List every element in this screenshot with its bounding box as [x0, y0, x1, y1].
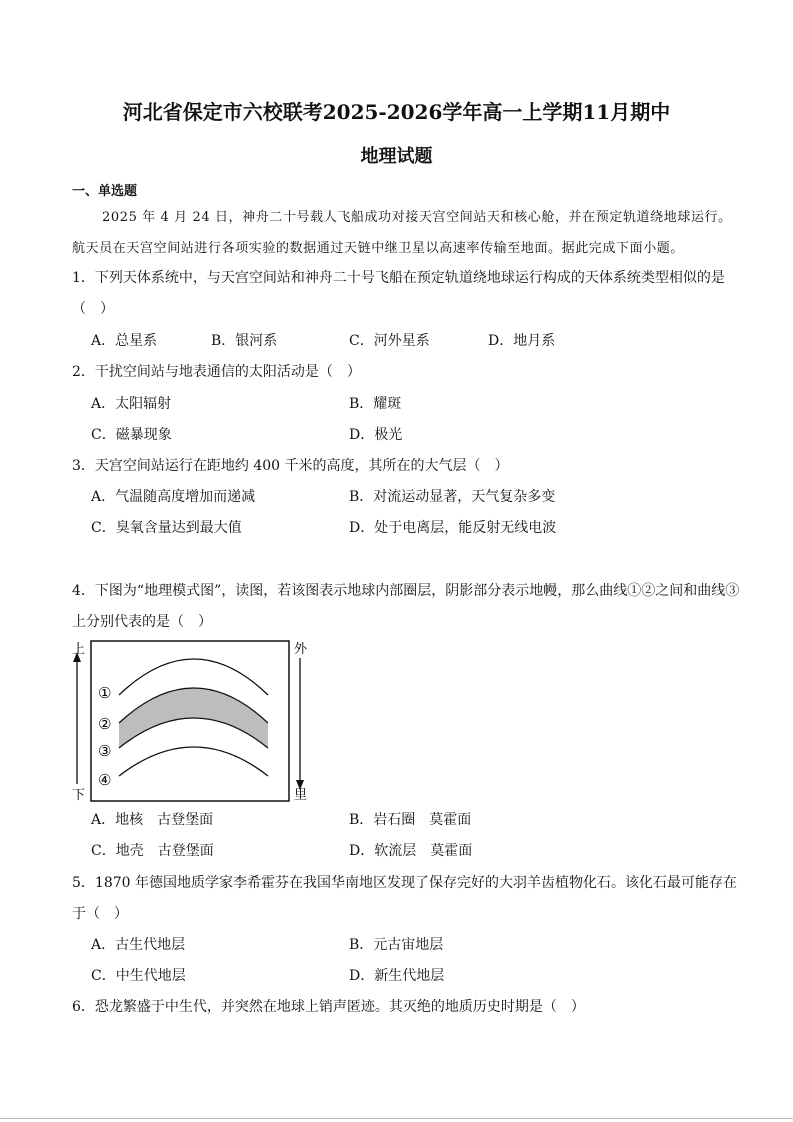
page-title: 河北省保定市六校联考2025-2026学年高一上学期11月期中 — [122, 100, 671, 124]
page-bottom-divider — [0, 1118, 793, 1119]
question-4-stem-line-1: 4．下图为“地理模式图”，读图，若该图表示地球内部圈层，阴影部分表示地幔，那么曲线①②之间和曲线③ — [72, 583, 740, 599]
question-5-stem-line-2: 于（ ） — [72, 906, 128, 922]
label-bottom-right: 里 — [294, 788, 308, 803]
curve-label-2: ② — [98, 715, 112, 733]
question-2-option-c[interactable]: C．磁暴现象 — [91, 427, 172, 443]
question-5-option-d[interactable]: D．新生代地层 — [349, 968, 445, 984]
label-top-left: 上 — [72, 642, 86, 657]
question-1-option-b[interactable]: B．银河系 — [211, 333, 278, 349]
curve-4 — [119, 747, 268, 776]
question-1-option-a[interactable]: A．总星系 — [91, 333, 158, 349]
question-4-option-a[interactable]: A．地核 古登堡面 — [91, 812, 214, 828]
question-4-option-c[interactable]: C．地壳 古登堡面 — [91, 843, 214, 859]
question-1-stem-line-1: 1．下列天体系统中，与天宫空间站和神舟二十号飞船在预定轨道绕地球运行构成的天体系统类型相似的是 — [72, 270, 725, 286]
question-2-option-b[interactable]: B．耀斑 — [349, 396, 402, 412]
question-5-option-b[interactable]: B．元古宙地层 — [349, 937, 444, 953]
intro-line-1: 2025 年 4 月 24 日，神舟二十号载人飞船成功对接天宫空间站天和核心舱，并在预定轨道绕地球运行。 — [102, 210, 732, 225]
intro-line-2: 航天员在天宫空间站进行各项实验的数据通过天链中继卫星以高速率传输至地面。据此完成下面小题。 — [72, 241, 685, 256]
question-4-stem-line-2: 上分别代表的是（ ） — [72, 614, 212, 630]
label-top-right: 外 — [294, 642, 308, 657]
question-1-option-d[interactable]: D．地月系 — [488, 333, 556, 349]
curve-label-1: ① — [98, 684, 112, 702]
question-3-option-a[interactable]: A．气温随高度增加而递减 — [91, 489, 256, 505]
label-bottom-left: 下 — [72, 788, 86, 803]
question-5-option-a[interactable]: A．古生代地层 — [91, 937, 186, 953]
section-heading: 一、单选题 — [72, 184, 138, 199]
page-subtitle: 地理试题 — [360, 146, 433, 167]
question-3-option-d[interactable]: D．处于电离层，能反射无线电波 — [349, 520, 557, 536]
curve-label-3: ③ — [98, 742, 112, 760]
question-1-option-c[interactable]: C．河外星系 — [349, 333, 430, 349]
question-5-stem-line-1: 5．1870 年德国地质学家李希霍芬在我国华南地区发现了保存完好的大羽羊齿植物化石。该化石最可能存在 — [72, 875, 737, 891]
earth-layer-diagram — [68, 638, 313, 804]
question-3-stem: 3．天宫空间站运行在距地约 400 千米的高度，其所在的大气层（ ） — [72, 458, 509, 474]
question-2-option-a[interactable]: A．太阳辐射 — [91, 396, 172, 412]
question-2-stem: 2．干扰空间站与地表通信的太阳活动是（ ） — [72, 364, 361, 380]
question-2-option-d[interactable]: D．极光 — [349, 427, 403, 443]
question-4-option-d[interactable]: D．软流层 莫霍面 — [349, 843, 473, 859]
question-1-stem-line-2: （ ） — [72, 301, 114, 317]
question-5-option-c[interactable]: C．中生代地层 — [91, 968, 186, 984]
curve-label-4: ④ — [98, 771, 112, 789]
question-6-stem: 6．恐龙繁盛于中生代，并突然在地球上销声匿迹。其灭绝的地质历史时期是（ ） — [72, 999, 585, 1015]
question-3-option-b[interactable]: B．对流运动显著，天气复杂多变 — [349, 489, 556, 505]
question-3-option-c[interactable]: C．臭氧含量达到最大值 — [91, 520, 242, 536]
question-4-option-b[interactable]: B．岩石圈 莫霍面 — [349, 812, 472, 828]
